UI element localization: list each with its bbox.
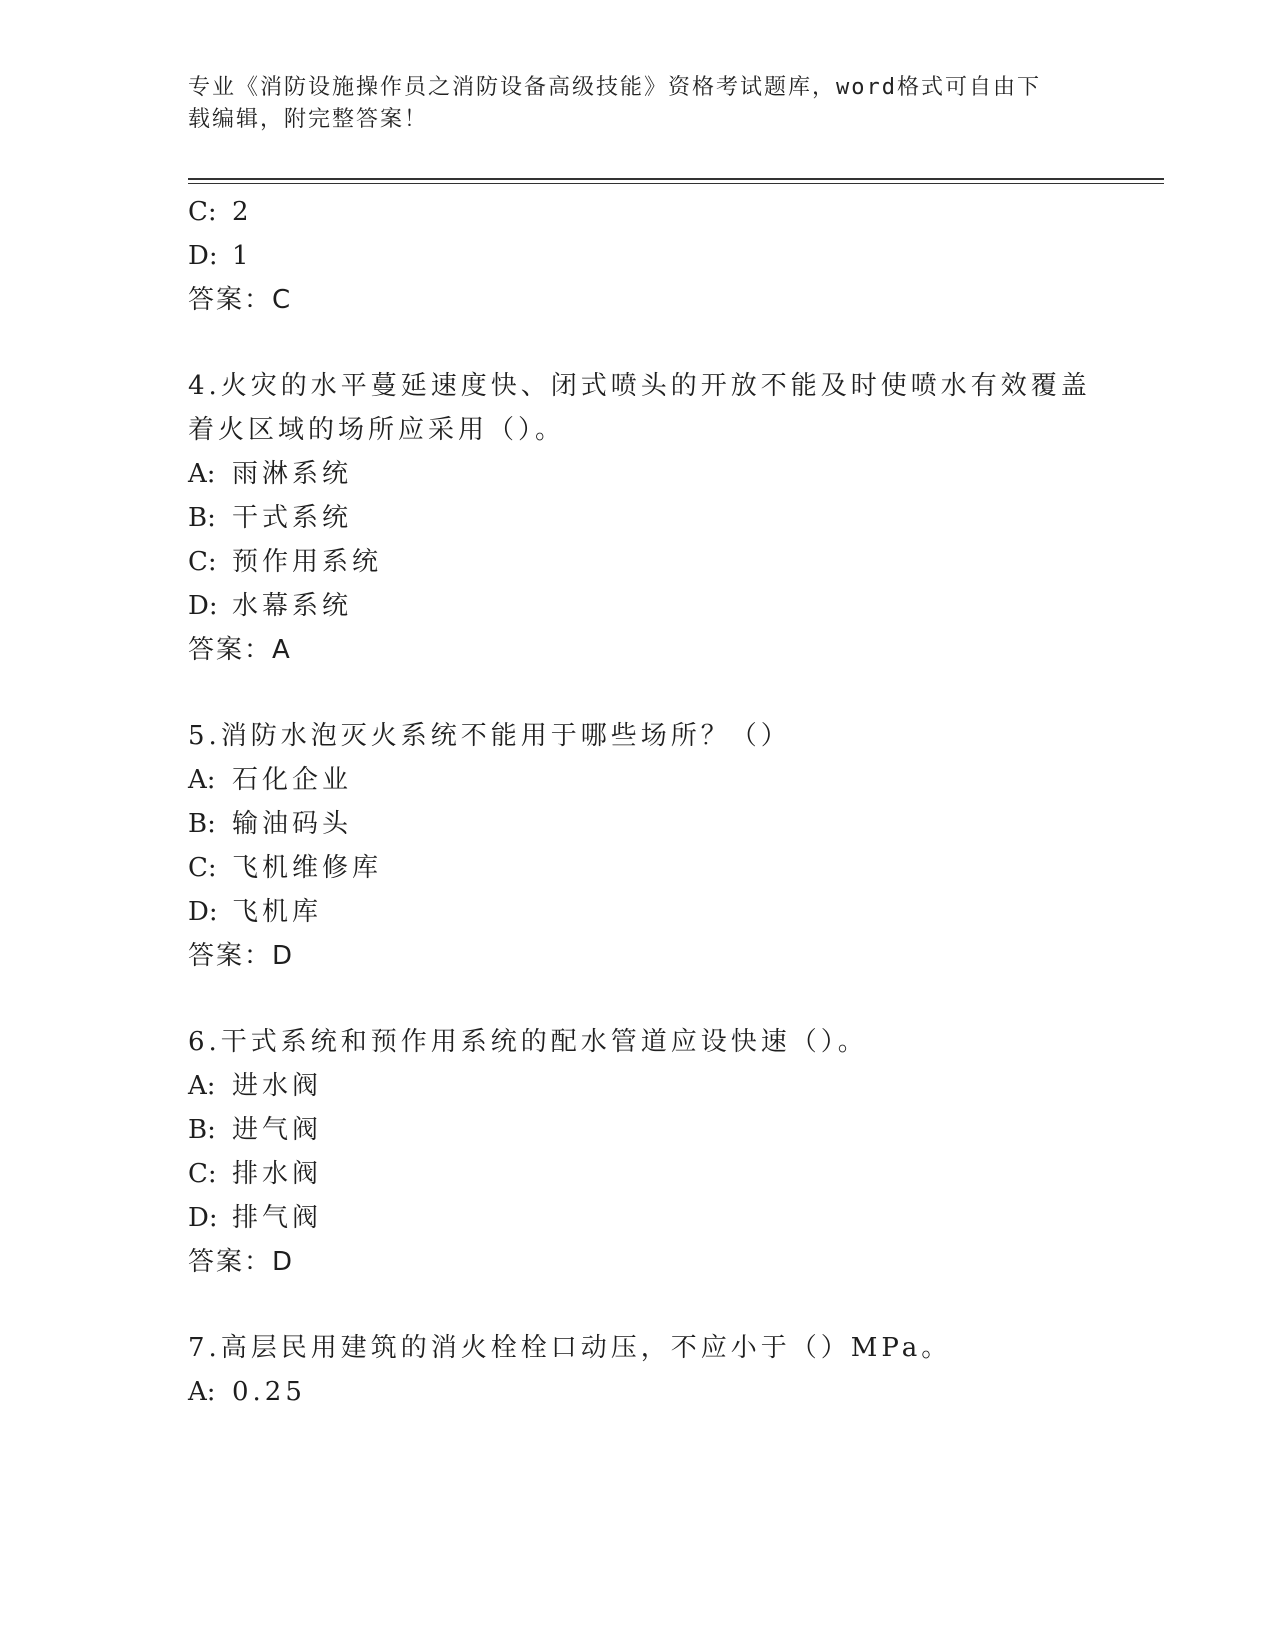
option-text: 2 (232, 197, 253, 227)
option-text: 排水阀 (232, 1159, 323, 1189)
option-label: B: (188, 503, 216, 533)
q3-option-d (188, 238, 253, 274)
q4-answer: 答案：A (188, 635, 292, 665)
header-line-1: 专业《消防设施操作员之消防设备高级技能》资格考试题库，word格式可自由下 (188, 75, 1041, 100)
option-text: 进气阀 (232, 1115, 323, 1145)
option-label: D: (188, 591, 218, 621)
option-label: A: (188, 459, 216, 489)
q4-stem-line-1: 4.火灾的水平蔓延速度快、闭式喷头的开放不能及时使喷水有效覆盖 (188, 371, 1091, 401)
option-label: C: (188, 853, 217, 883)
q5-option-b (188, 806, 352, 842)
q6-option-d (188, 1200, 322, 1236)
option-text: 雨淋系统 (232, 459, 353, 489)
option-text: 飞机维修库 (232, 853, 383, 883)
q5-option-d (188, 894, 322, 930)
q5-stem-line-1: 5.消防水泡灭火系统不能用于哪些场所？（） (188, 721, 791, 751)
q6-answer: 答案：D (188, 1247, 295, 1277)
q3-option-c (188, 194, 253, 230)
option-text: 1 (232, 241, 253, 271)
q4-option-b (188, 500, 352, 536)
option-label: A: (188, 1071, 216, 1101)
option-text: 0.25 (232, 1377, 306, 1407)
q4-option-d (188, 588, 352, 624)
q6-option-c (188, 1156, 322, 1192)
q7-option-a (188, 1374, 306, 1410)
q5-option-a (188, 762, 352, 798)
option-text: 预作用系统 (232, 547, 383, 577)
option-text: 进水阀 (232, 1071, 323, 1101)
option-text: 水幕系统 (232, 591, 353, 621)
option-text: 飞机库 (232, 897, 323, 927)
q4-stem-line-2: 着火区域的场所应采用（）。 (188, 415, 566, 445)
document-header (188, 72, 1088, 136)
option-text: 输油码头 (232, 809, 353, 839)
header-divider-thick (188, 178, 1164, 180)
option-text: 石化企业 (232, 765, 353, 795)
header-divider-thin (188, 183, 1164, 184)
q4-option-c (188, 544, 382, 580)
option-label: B: (188, 809, 216, 839)
option-label: A: (188, 1377, 216, 1407)
option-text: 排气阀 (232, 1203, 323, 1233)
q5-option-c (188, 850, 382, 886)
option-label: D: (188, 897, 218, 927)
q6-option-a (188, 1068, 322, 1104)
q6-stem-line-1: 6.干式系统和预作用系统的配水管道应设快速（）。 (188, 1027, 868, 1057)
q5-answer: 答案：D (188, 941, 295, 971)
option-label: D: (188, 241, 218, 271)
q3-answer: 答案：C (188, 285, 293, 315)
option-label: A: (188, 765, 216, 795)
option-label: B: (188, 1115, 216, 1145)
option-label: D: (188, 1203, 218, 1233)
option-label: C: (188, 1159, 217, 1189)
option-label: C: (188, 197, 217, 227)
q7-stem-line-1: 7.高层民用建筑的消火栓栓口动压，不应小于（）MPa。 (188, 1333, 952, 1363)
header-line-2: 载编辑，附完整答案！ (188, 107, 429, 132)
q6-option-b (188, 1112, 322, 1148)
option-label: C: (188, 547, 217, 577)
q4-option-a (188, 456, 352, 492)
option-text: 干式系统 (232, 503, 353, 533)
